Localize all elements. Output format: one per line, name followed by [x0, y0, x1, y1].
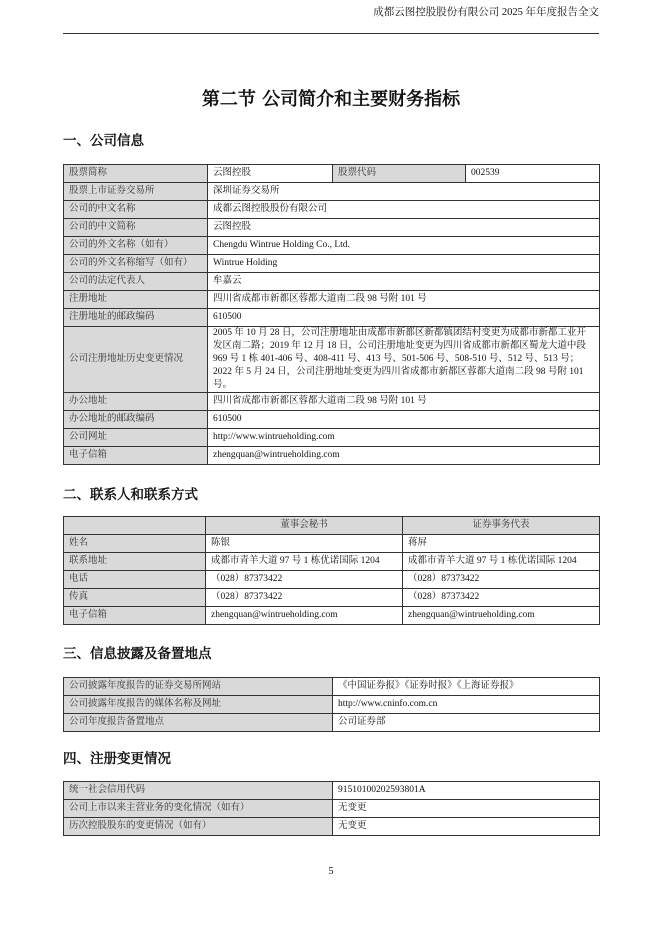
representative-value: （028）87373422	[403, 589, 600, 607]
table-row	[64, 818, 600, 836]
stock-code-value: 002539	[466, 165, 600, 183]
table-row	[64, 535, 600, 553]
field-label: 公司上市以来主营业务的变化情况（如有）	[64, 800, 333, 818]
field-label: 电子信箱	[64, 447, 208, 465]
table-row	[64, 714, 600, 732]
field-value: 2005 年 10 月 28 日，公司注册地址由成都市新都区新都镇团结村变更为成都市新都工业开发区南二路；2019 年 12 月 18 日，公司注册地址变更为四川省成都市新都区蜀龙大道中段 969 号 1 栋 401-406 号、408-411 号、413 号、501-506 号、508-510 号、512 号、513 号；2022 年 5 月 24 日，公司注册地址变更为四川省成都市新都区蓉都大道南二段 98 号附 101 号。	[208, 327, 600, 393]
table-row	[64, 553, 600, 571]
table-row	[64, 255, 600, 273]
field-value: 无变更	[333, 818, 600, 836]
company-info-table	[63, 164, 600, 465]
table-row	[64, 393, 600, 411]
section-heading-contacts: 二、联系人和联系方式	[63, 487, 198, 503]
field-label: 公司注册地址历史变更情况	[64, 327, 208, 393]
table-row	[64, 165, 600, 183]
table-row	[64, 327, 600, 393]
field-label: 公司的中文名称	[64, 201, 208, 219]
field-value: 牟嘉云	[208, 273, 600, 291]
stock-abbr-label: 股票简称	[64, 165, 208, 183]
table-row	[64, 589, 600, 607]
field-label: 公司的中文简称	[64, 219, 208, 237]
field-value: 云图控股	[208, 219, 600, 237]
secretary-value: 成都市青羊大道 97 号 1 栋优诺国际 1204	[206, 553, 403, 571]
field-label: 姓名	[64, 535, 206, 553]
field-value: 《中国证券报》《证券时报》《上海证券报》	[333, 678, 600, 696]
secretary-value: （028）87373422	[206, 589, 403, 607]
contacts-table	[63, 516, 600, 625]
field-value: Wintrue Holding	[208, 255, 600, 273]
table-row	[64, 183, 600, 201]
stock-abbr-value: 云图控股	[208, 165, 333, 183]
disclosure-table	[63, 677, 600, 732]
secretary-value: （028）87373422	[206, 571, 403, 589]
table-row	[64, 219, 600, 237]
field-label: 公司披露年度报告的媒体名称及网址	[64, 696, 333, 714]
field-label: 股票上市证券交易所	[64, 183, 208, 201]
table-row	[64, 411, 600, 429]
table-row	[64, 429, 600, 447]
section-heading-registration: 四、注册变更情况	[63, 751, 171, 767]
field-label: 历次控股股东的变更情况（如有）	[64, 818, 333, 836]
field-label: 办公地址的邮政编码	[64, 411, 208, 429]
representative-value: 成都市青羊大道 97 号 1 栋优诺国际 1204	[403, 553, 600, 571]
field-label: 统一社会信用代码	[64, 782, 333, 800]
field-label: 办公地址	[64, 393, 208, 411]
field-value: zhengquan@wintrueholding.com	[208, 447, 600, 465]
field-value: 四川省成都市新都区蓉都大道南二段 98 号附 101 号	[208, 393, 600, 411]
section-heading-company-info: 一、公司信息	[63, 133, 144, 149]
field-value: Chengdu Wintrue Holding Co., Ltd.	[208, 237, 600, 255]
field-value: 610500	[208, 309, 600, 327]
page-title: 第二节 公司简介和主要财务指标	[201, 89, 461, 110]
field-label: 公司网址	[64, 429, 208, 447]
field-label: 公司披露年度报告的证券交易所网站	[64, 678, 333, 696]
table-row	[64, 571, 600, 589]
column-header-representative: 证券事务代表	[403, 517, 600, 535]
table-row	[64, 237, 600, 255]
field-value: http://www.wintrueholding.com	[208, 429, 600, 447]
field-label: 公司的外文名称缩写（如有）	[64, 255, 208, 273]
field-label: 电话	[64, 571, 206, 589]
field-label: 传真	[64, 589, 206, 607]
field-label: 注册地址	[64, 291, 208, 309]
field-value: 成都云图控股股份有限公司	[208, 201, 600, 219]
field-value: 深圳证券交易所	[208, 183, 600, 201]
secretary-value: zhengquan@wintrueholding.com	[206, 607, 403, 625]
field-value: 610500	[208, 411, 600, 429]
field-label: 公司的外文名称（如有）	[64, 237, 208, 255]
representative-value: 蒋屏	[403, 535, 600, 553]
stock-code-label: 股票代码	[333, 165, 466, 183]
field-value: 91510100202593801A	[333, 782, 600, 800]
field-value: 无变更	[333, 800, 600, 818]
field-label: 注册地址的邮政编码	[64, 309, 208, 327]
field-value: 四川省成都市新都区蓉都大道南二段 98 号附 101 号	[208, 291, 600, 309]
table-row	[64, 678, 600, 696]
page-number: 5	[328, 866, 334, 877]
table-row	[64, 782, 600, 800]
table-header-row	[64, 517, 600, 535]
table-row	[64, 201, 600, 219]
section-heading-disclosure: 三、信息披露及备置地点	[63, 646, 212, 662]
running-header: 成都云图控股股份有限公司 2025 年年度报告全文	[373, 7, 599, 18]
table-row	[64, 309, 600, 327]
table-row	[64, 607, 600, 625]
registration-table	[63, 781, 600, 836]
table-row	[64, 696, 600, 714]
representative-value: zhengquan@wintrueholding.com	[403, 607, 600, 625]
header-rule	[63, 33, 599, 34]
field-label: 联系地址	[64, 553, 206, 571]
field-value: 公司证券部	[333, 714, 600, 732]
field-label: 公司的法定代表人	[64, 273, 208, 291]
blank-header-cell	[64, 517, 206, 535]
field-value: http://www.cninfo.com.cn	[333, 696, 600, 714]
table-row	[64, 800, 600, 818]
field-label: 公司年度报告备置地点	[64, 714, 333, 732]
table-row	[64, 273, 600, 291]
table-row	[64, 447, 600, 465]
representative-value: （028）87373422	[403, 571, 600, 589]
column-header-secretary: 董事会秘书	[206, 517, 403, 535]
field-label: 电子信箱	[64, 607, 206, 625]
table-row	[64, 291, 600, 309]
secretary-value: 陈银	[206, 535, 403, 553]
